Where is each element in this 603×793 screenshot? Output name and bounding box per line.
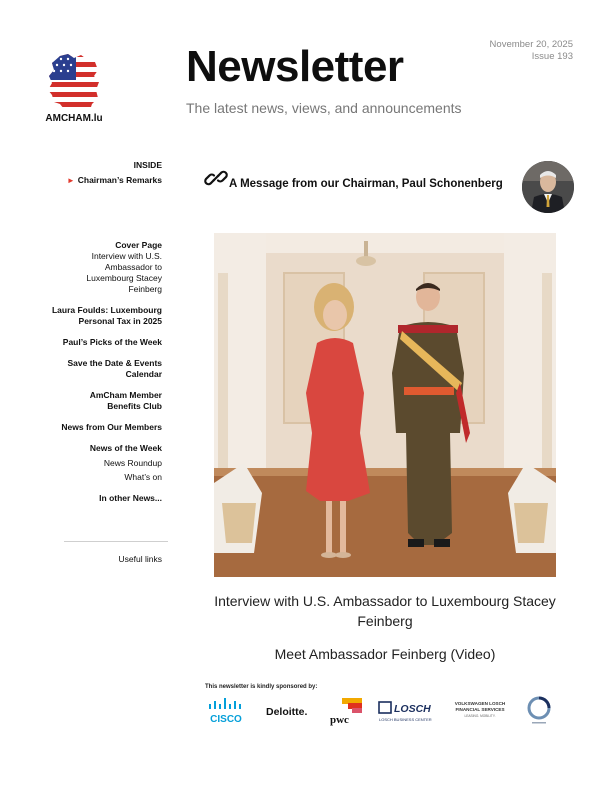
sidebar-item-other-news[interactable]: In other News... [99,493,162,503]
cover-story-link[interactable]: Interview with U.S. Ambassador to Luxembourg Stacey Feinberg [214,593,556,629]
sponsor-pwc-text: pwc [330,714,349,726]
sidebar-item-tax[interactable]: Laura Foulds: Luxembourg Personal Tax in 2025 [51,305,162,326]
vw-losch-logo-icon [452,696,508,726]
sidebar-item-news-week[interactable] [40,443,162,483]
sponsor-vw-line3: LEASING. MOBILITY. [464,714,496,718]
sponsor-vw-line1: VOLKSWAGEN LOSCH [454,701,506,706]
sidebar-inside-label: INSIDE [133,160,162,170]
sidebar-item-useful-links[interactable]: Useful links [118,554,162,564]
amcham-logo[interactable] [44,50,102,130]
sponsor-pwc[interactable] [328,696,364,726]
sidebar-item-whats-on[interactable]: What’s on [124,472,162,482]
chairman-message-link[interactable]: A Message from our Chairman, Paul Schonenberg [229,178,503,190]
chairman-avatar[interactable] [522,161,574,213]
sidebar-item-current[interactable] [40,175,162,186]
sponsor-circle-logo[interactable] [524,696,554,726]
sidebar-item-cover[interactable] [40,240,162,295]
flag-map-icon [46,52,100,112]
issue-number: Issue 193 [531,51,573,62]
sidebar-item-members-news[interactable]: News from Our Members [61,422,162,432]
sponsor-losch[interactable] [378,696,440,726]
video-link[interactable]: Meet Ambassador Feinberg (Video) [274,646,496,662]
person-photo-icon [522,161,574,213]
sponsor-losch-sub: LOSCH BUSINESS CENTER [379,717,432,722]
sponsor-deloitte[interactable]: Deloitte. [266,706,308,718]
sidebar-item-label: Chairman’s Remarks [77,175,162,185]
losch-logo-icon [378,696,440,726]
sidebar-item-sub: Interview with U.S. Ambassador to Luxembourg Stacey Feinberg [86,251,162,294]
link-icon [204,166,228,190]
sidebar-nav [40,160,162,504]
sidebar-item-label: News of the Week [89,443,162,453]
sponsor-cisco[interactable] [205,696,249,726]
sidebar-item-roundup[interactable]: News Roundup [103,458,162,468]
sponsor-label: This newsletter is kindly sponsored by: [205,684,318,690]
sponsor-vw-line2: FINANCIAL SERVICES [455,707,505,712]
cisco-logo-icon [205,696,249,726]
sidebar-item-events[interactable]: Save the Date & Events Calendar [67,358,162,379]
ambassador-photo [214,233,556,577]
cover-photo[interactable] [214,233,556,577]
arrow-right-icon: ► [66,176,75,185]
issue-date: November 20, 2025 [489,39,573,50]
sidebar-divider [64,541,168,542]
sidebar-item-picks[interactable]: Paul’s Picks of the Week [62,337,162,347]
page-title: Newsletter [186,42,404,91]
pwc-logo-icon [328,696,364,726]
sponsor-losch-text: LOSCH [394,703,431,715]
page-subtitle: The latest news, views, and announcements [186,100,462,116]
sidebar-item-label: Cover Page [115,240,162,250]
circle-logo-icon [524,696,554,726]
sponsor-cisco-text: CISCO [210,714,242,725]
sponsor-vw-losch[interactable] [452,696,508,726]
logo-text: AMCHAM.lu [45,113,103,124]
sidebar-item-benefits[interactable]: AmCham Member Benefits Club [89,390,162,411]
